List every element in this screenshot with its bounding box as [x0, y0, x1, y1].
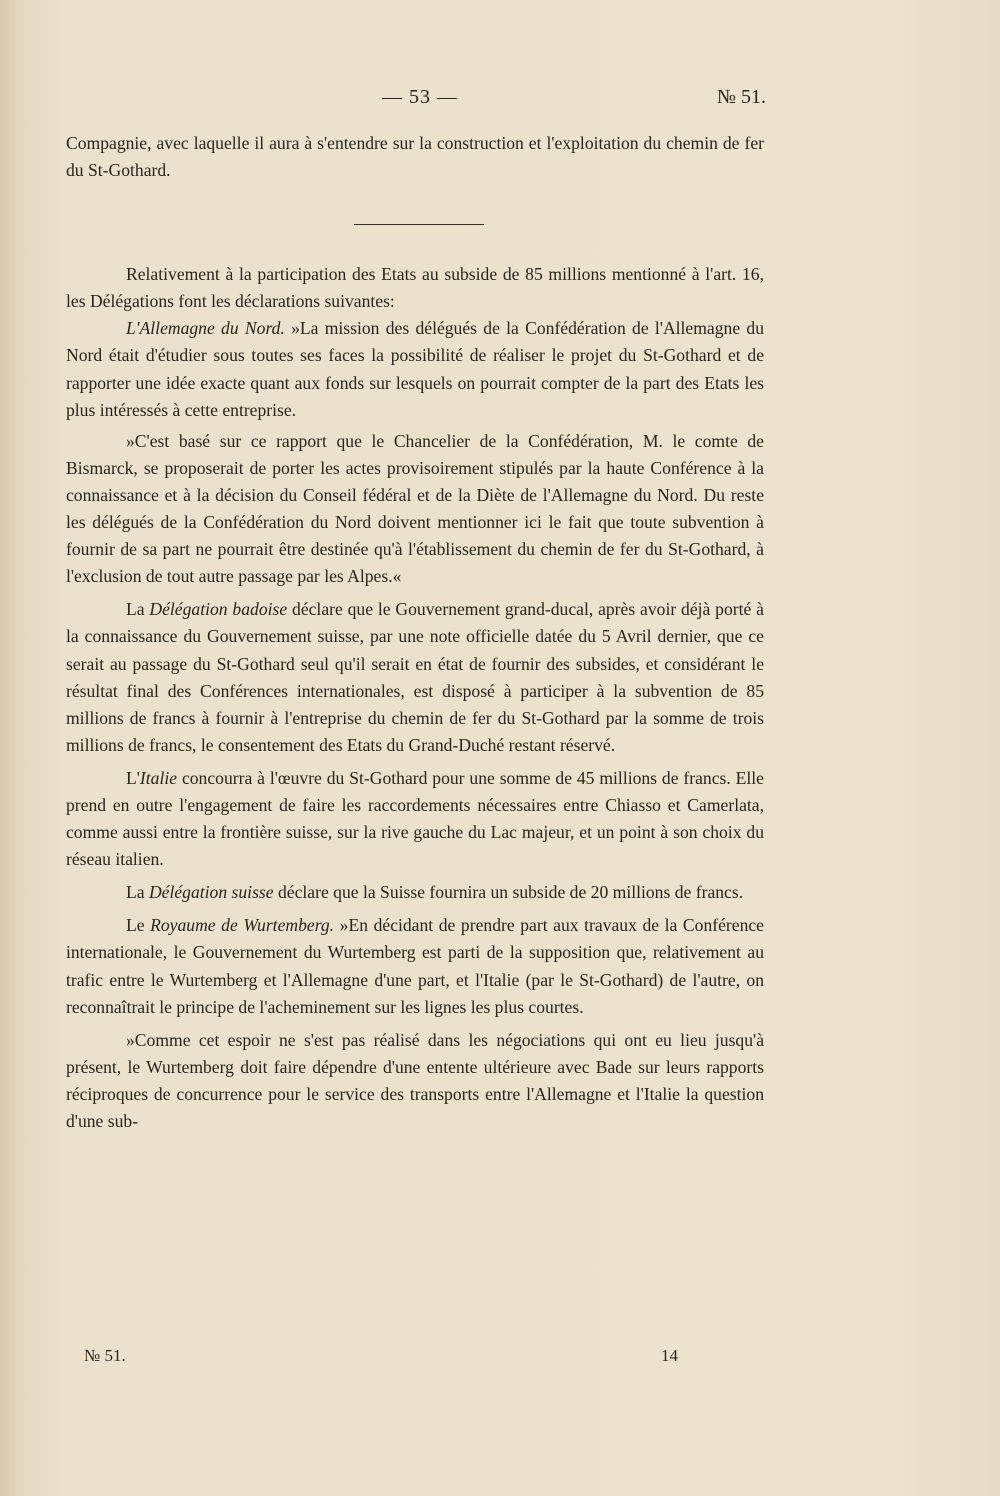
- paragraph-8-text: »En décidant de prendre part aux travaux de la Conférence internationale, le Gouvernement du Wurtemberg est parti de la supposition que, relativement au trafic entre le Wurtemberg et l'Allemagne d'une part, et l'Italie (par le St-Gothard) de l'autre, on reconnaîtrait le principe de l'acheminement sur les lignes les plus courtes.: [66, 915, 764, 1017]
- paragraph-3-heading: L'Allemagne du Nord.: [126, 318, 285, 339]
- paragraph-1: Compagnie, avec laquelle il aura à s'entendre sur la construction et l'exploitation du chemin de fer du St-Gothard.: [66, 133, 764, 181]
- paragraph-5-heading: Délégation badoise: [149, 599, 288, 620]
- paragraph-6-text: concourra à l'œuvre du St-Gothard pour une somme de 45 millions de francs. Elle prend en outre l'engagement de faire les raccordements nécessaires entre Chiasso et Camerlata, comme aussi entre la frontière suisse, sur la rive gauche du Lac majeur, et un point à son choix du réseau italien.: [66, 767, 764, 870]
- page-footer: [84, 1346, 678, 1370]
- paragraph-2: Relativement à la participation des Etats au subside de 85 millions mentionné à l'art. 16, les Délégations font les déclarations suivantes:: [66, 264, 764, 312]
- paragraph-5-text: déclare que le Gouvernement grand-ducal, après avoir déjà porté à la connaissance du Gouvernement suisse, par une note officielle datée du 5 Avril dernier, que ce serait au passage du St-Gothard seul qu'il serait en état de fournir des subsides, et considérant le résultat final des Conférences internationales, est disposé à participer à la subvention de 85 millions de francs à fournir à l'entreprise du chemin de fer du St-Gothard par la somme de trois millions de francs, le consentement des Etats du Grand-Duché restant réservé.: [66, 599, 764, 755]
- paragraph-8: [66, 912, 764, 1020]
- paragraph-9: »Comme cet espoir ne s'est pas réalisé dans les négociations qui ont eu lieu jusqu'à présent, le Wurtemberg doit faire dépendre d'une entente ultérieure avec Bade sur leurs rapports réciproques de concurrence pour le service des transports entre l'Allemagne et l'Italie la question d'une sub-: [66, 1029, 764, 1131]
- paragraph-8-prefix: Le: [126, 915, 151, 936]
- footer-document-ref: № 51.: [84, 1346, 126, 1365]
- paragraph-6: [66, 765, 764, 873]
- page-number: — 53 —: [382, 86, 458, 108]
- section-divider: [354, 224, 484, 225]
- paragraph-7-heading: Délégation suisse: [148, 882, 274, 903]
- page-header: [66, 86, 766, 116]
- paragraph-7-text: déclare que la Suisse fournira un subside de 20 millions de francs.: [273, 882, 744, 903]
- paragraph-6-heading: Italie: [139, 767, 178, 788]
- document-number: № 51.: [716, 86, 766, 108]
- body-text: [66, 130, 764, 1135]
- paragraph-7-prefix: La: [126, 882, 149, 903]
- paragraph-6-prefix: L': [126, 767, 140, 788]
- paragraph-7: [66, 879, 764, 906]
- paragraph-5-prefix: La: [126, 599, 150, 620]
- paragraph-5: [66, 596, 764, 759]
- paragraph-8-heading: Royaume de Wurtemberg.: [150, 915, 335, 936]
- footer-signature: 14: [661, 1346, 678, 1365]
- paragraph-4: »C'est basé sur ce rapport que le Chancelier de la Confédération, M. le comte de Bismarck, se proposerait de porter les actes provisoirement stipulés par la haute Conférence à la connaissance et à la décision du Conseil fédéral et de la Diète de l'Allemagne du Nord. Du reste les délégués de la Confédération du Nord doivent mentionner ici le fait que toute subvention à fournir de sa part ne pourrait être destinée qu'à l'établissement du chemin de fer du St-Gothard, à l'exclusion de tout autre passage par les Alpes.«: [66, 430, 764, 587]
- paragraph-3: [66, 315, 764, 423]
- paragraph-3-text: »La mission des délégués de la Confédération de l'Allemagne du Nord était d'étudier sous toutes ses faces la possibilité de réaliser le projet du St-Gothard et de rapporter une idée exacte quant aux fonds sur lesquels on pourrait compter de la part des Etats les plus intéressés à cette entreprise.: [66, 318, 764, 420]
